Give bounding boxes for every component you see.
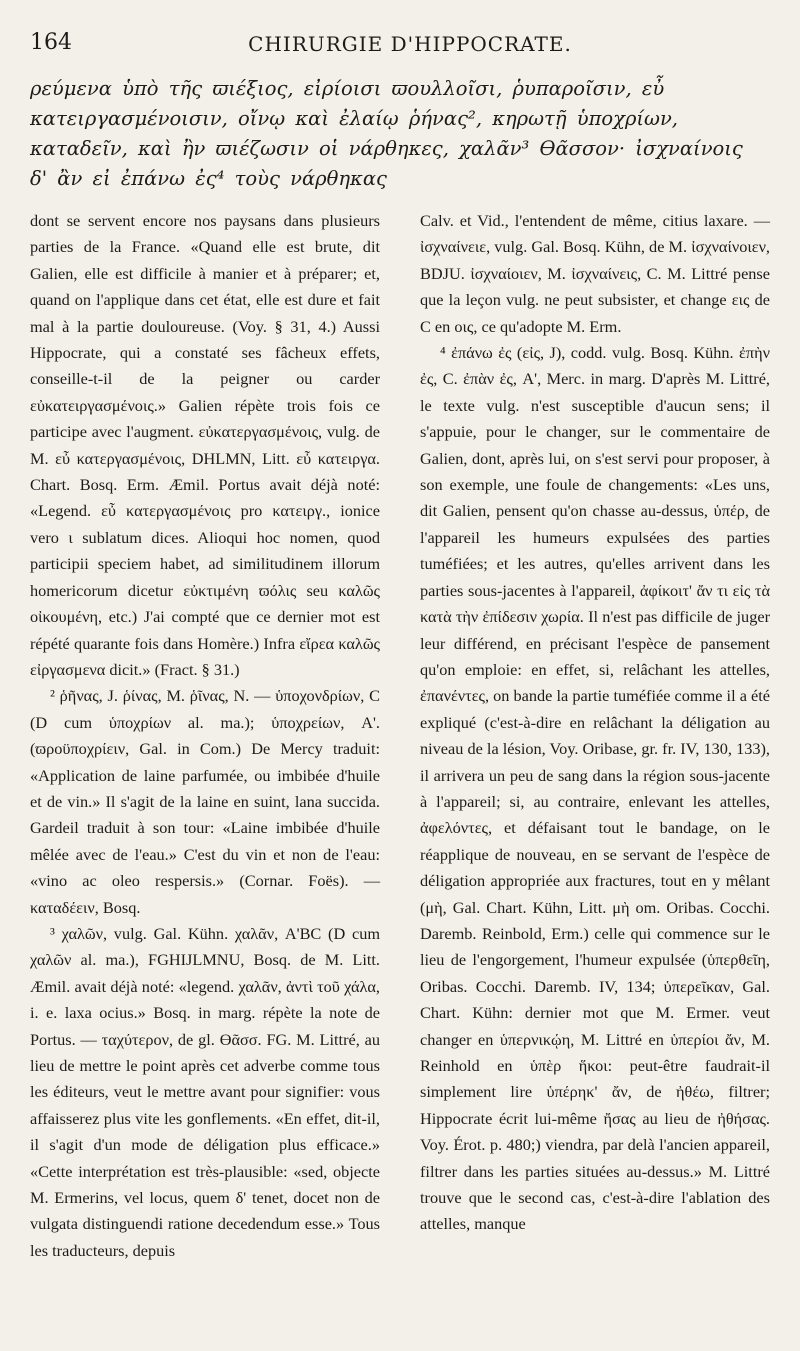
footnote-2: ² ῥῆνας, J. ῥίνας, M. ῥῖνας, N. — ὑποχονδρίων, C (D cum ὑποχρίων al. ma.); ὑποχρείων, A'. (ϖροϋποχρίειν, Gal. in Com.) De Mercy traduit: «Application de laine parfumée, ou imbibée d'huile et de vin.» Il s'agit de la laine en suint, lana succida. Gardeil traduit à son tour: «Laine imbibée d'huile mêlée avec de l'eau.» C'est du vin et non de l'eau: «vino ac oleo respersis.» (Cornar. Foës). — καταδέειν, Bosq. [30,686,380,917]
page-number: 164 [30,30,72,55]
footnote-4: ⁴ ἐπάνω ἐς (εἰς, J), codd. vulg. Bosq. Kühn. ἐπὴν ἐς, C. ἐπὰν ἐς, A', Merc. in marg. D'après M. Littré, le texte vulg. n'est susceptible d'aucun sens; il s'appuie, pour le changer, sur le commentaire de Galien, dont, après lui, on s'est servi pour proposer, à son exemple, une foule de changements: «Les uns, dit Galien, pensent qu'on chasse au-dessus, ὑπέρ, de l'appareil les humeurs expulsées des parties tuméfiées; et les autres, qu'elles arrivent dans les parties sous-jacentes à l'appareil, ἀφίκοιτ' ἄν τι εἰς τὰ κατὰ τὴν ἐπίδεσιν χωρία. Il n'est pas difficile de juger leur différend, en précisant l'espèce de pansement qu'on emploie: en effet, si, relâchant les attelles, ἐπανέντες, on bande la partie tuméfiée comme il a été expliqué (c'est-à-dire en relâchant la déligation au niveau de la lésion, Voy. Oribase, gr. fr. IV, 130, 133), il arrivera un peu de sang dans la région sous-jacente à l'appareil; si, au contraire, enlevant les attelles, ἀφελόντες, et défaisant tout le bandage, on le réapplique de nouveau, en se servant de l'espèce de déligation appropriée aux fractures, tout en y mêlant (μὴ, Gal. Chart. Kühn, Litt. μὴ om. Oribas. Cocchi. Daremb. Reinbold, Erm.) celle qui commence sur le lieu de l'engorgement, l'humeur expulsée (ὑπερθεῖη, Oribas. Cocchi. Daremb. IV, 134; ὑπερεῖκαν, Gal. Chart. Kühn: dernier mot que M. Ermer. veut changer en ὑπερνικῴη, M. Littré en ὑπερίοι ἄν, M. Reinhold en ὑπὲρ ἥκοι: peut-être faudrait-il simplement lire ὑπέρηκ' ἄν, de ἠθέω, filtrer; Hippocrate écrit lui-même ἤσας au lieu de ἠθήσας. Voy. Érot. p. 480;) viendra, par delà l'ancien appareil, filtrer dans les parties situées au-dessus.» M. Littré trouve que le second cas, c'est-à-dire l'ablation des attelles, manque [420,343,770,1234]
left-notes-column [30,208,380,1264]
right-notes-column [420,208,770,1238]
greek-main-text: ρεύμενα ὑπὸ τῆς ϖιέξιος, εἰρίοισι ϖουλλοῖσι, ῥυπαροῖσιν, εὖ κατειργασμένοισιν, οἴνῳ καὶ ἐλαίῳ ῥήνας², κηρωτῇ ὑποχρίων, καταδεῖν, καὶ ἢν ϖιέζωσιν οἱ νάρθηκες, χαλᾶν³ Ɵᾶσσον· ἰσχναίνοις δ' ἂν εἰ ἐπάνω ἐς⁴ τοὺς νάρθηκας [30,77,743,190]
running-title: CHIRURGIE D'HIPPOCRATE. [248,32,572,56]
footnote-3: ³ χαλῶν, vulg. Gal. Kühn. χαλᾶν, A'BC (D cum χαλῶν al. ma.), FGHIJLMNU, Bosq. de M. Litt. Æmil. avait déjà noté: «legend. χαλᾶν, ἀντὶ τοῦ χάλα, i. e. laxa ocius.» Bosq. in marg. répète la note de Portus. — ταχύτερον, de gl. Ɵᾶσσ. FG. M. Littré, au lieu de mettre le point après cet adverbe comme tous les éditeurs, veut le mettre avant pour signifier: vous affaisserez plus vite les gonflements. «En effet, dit-il, il s'agit d'un mode de déligation plus efficace.» «Cette interprétation est très-plausible: «sed, objecte M. Ermerins, vel locus, quem δ' tenet, docet non de vulgata distinguendi ratione decedendum esse.» Tous les traducteurs, depuis [30,923,380,1260]
page-header [30,30,790,64]
left-note-continuation: dont se servent encore nos paysans dans plusieurs parties de la France. «Quand elle est brute, dit Galien, elle est difficile à manier et à préparer; et, quand on l'applique dans cet état, elle est dure et fait mal à la partie douloureuse. (Voy. § 31, 4.) Aussi Hippocrate, qui a constaté ses fâcheux effets, conseille-t-il de la peigner ou carder εὐκατειργασμένοις.» Galien répète trois fois ce participe avec l'augment. εὐκατεργασμένοις, vulg. de M. εὖ κατεργασμένοις, DHLMN, Litt. εὖ κατειργα. Chart. Bosq. Erm. Æmil. Portus avait déjà noté: «Legend. εὖ κατεργασμένοις pro κατειργ., ionice vero ι sublatum dices. Alioqui hoc nomen, quod participii speciem habet, ad similitudinem illorum homericorum dicetur εὐκτιμένη ϖόλις seu καλῶς οἰκουμένη, etc.) J'ai compté que ce dernier mot est répété quarante fois dans Homère.) Infra εἴρεα καλῶς εἰργασμενα dicit.» (Fract. § 31.) [30,211,380,679]
footnote-3-continuation: Calv. et Vid., l'entendent de même, citius laxare. — ἰσχναίνειε, vulg. Gal. Bosq. Kühn, de M. ἰσχναίνοιεν, BDJU. ἰσχναίοιεν, M. ἰσχναίνεις, C. M. Littré pense que la leçon vulg. ne peut subsister, et change εις de C en οις, ce qu'adopte M. Erm. [420,211,770,336]
